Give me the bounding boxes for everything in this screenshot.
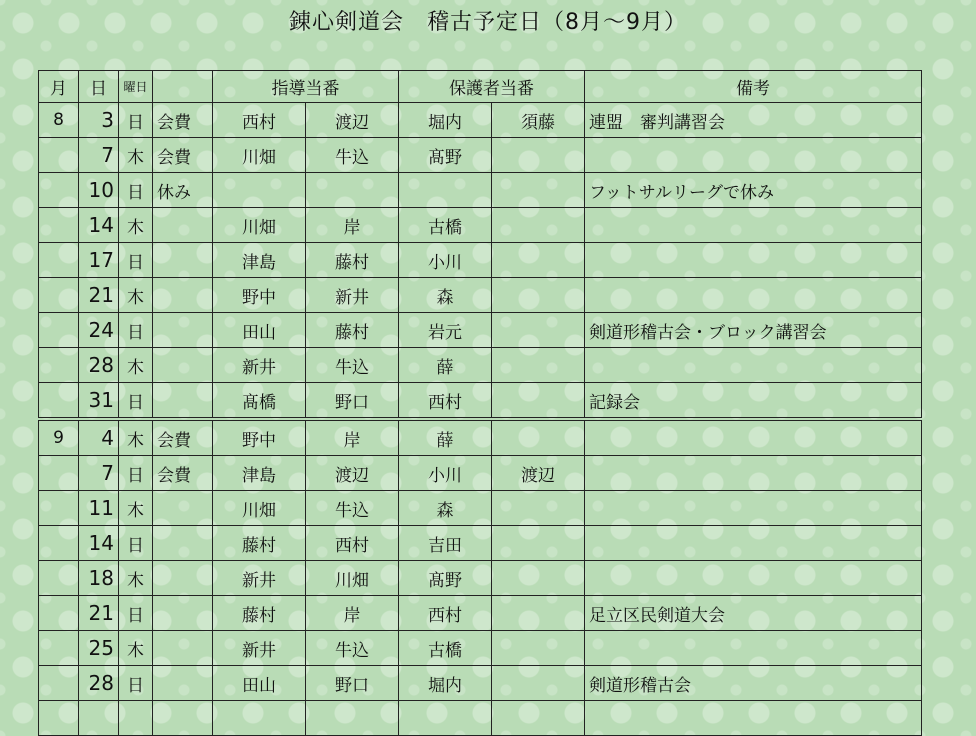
table-row xyxy=(39,208,922,243)
cell-instructor-2: 野口 xyxy=(306,666,399,701)
cell-day: 7 xyxy=(79,456,119,491)
table-row xyxy=(39,348,922,383)
cell-day: 24 xyxy=(79,313,119,348)
cell-instructor-1: 川畑 xyxy=(213,208,306,243)
cell-day: 10 xyxy=(79,173,119,208)
cell-instructor-1: 津島 xyxy=(213,456,306,491)
cell-weekday: 木 xyxy=(119,348,153,383)
cell-note xyxy=(585,526,922,561)
cell-guardian-2 xyxy=(492,313,585,348)
cell-month xyxy=(39,456,79,491)
cell-note: フットサルリーグで休み xyxy=(585,173,922,208)
cell-weekday: 日 xyxy=(119,173,153,208)
cell-guardian-1: 森 xyxy=(399,491,492,526)
cell-guardian-2 xyxy=(492,526,585,561)
cell-note: 剣道形稽古会・ブロック講習会 xyxy=(585,313,922,348)
cell-day: 11 xyxy=(79,491,119,526)
cell-note xyxy=(585,491,922,526)
cell-guardian-2 xyxy=(492,561,585,596)
cell-instructor-2: 新井 xyxy=(306,278,399,313)
header-fee xyxy=(153,71,213,103)
cell-weekday: 木 xyxy=(119,419,153,456)
cell-fee xyxy=(153,208,213,243)
cell-weekday: 木 xyxy=(119,138,153,173)
cell-day: 4 xyxy=(79,419,119,456)
cell-weekday: 日 xyxy=(119,596,153,631)
cell-instructor-1: 野中 xyxy=(213,419,306,456)
cell-instructor-1: 川畑 xyxy=(213,138,306,173)
table-row xyxy=(39,596,922,631)
cell-weekday: 日 xyxy=(119,456,153,491)
cell-day: 28 xyxy=(79,348,119,383)
table-header xyxy=(39,71,922,103)
cell-weekday: 日 xyxy=(119,103,153,138)
cell-fee xyxy=(153,526,213,561)
cell-month xyxy=(39,208,79,243)
cell-month xyxy=(39,348,79,383)
cell-instructor-1: 新井 xyxy=(213,631,306,666)
table-row xyxy=(39,419,922,456)
cell-instructor-2: 藤村 xyxy=(306,243,399,278)
cell-month xyxy=(39,278,79,313)
cell-day: 3 xyxy=(79,103,119,138)
cell-day: 21 xyxy=(79,596,119,631)
cell-month xyxy=(39,138,79,173)
cell-instructor-1: 藤村 xyxy=(213,526,306,561)
cell-note xyxy=(585,631,922,666)
cell-instructor-2: 野口 xyxy=(306,383,399,420)
cell-month xyxy=(39,313,79,348)
cell-note xyxy=(585,419,922,456)
cell-note: 連盟 審判講習会 xyxy=(585,103,922,138)
cell-note: 足立区民剣道大会 xyxy=(585,596,922,631)
cell-month xyxy=(39,596,79,631)
cell-fee xyxy=(153,631,213,666)
table-row xyxy=(39,278,922,313)
cell-instructor-1: 藤村 xyxy=(213,596,306,631)
cell-month xyxy=(39,243,79,278)
cell-instructor-2: 岸 xyxy=(306,208,399,243)
cell-guardian-1 xyxy=(399,701,492,736)
cell-weekday xyxy=(119,701,153,736)
cell-instructor-2: 渡辺 xyxy=(306,456,399,491)
cell-instructor-1: 新井 xyxy=(213,561,306,596)
cell-fee: 休み xyxy=(153,173,213,208)
cell-day xyxy=(79,701,119,736)
cell-instructor-2: 藤村 xyxy=(306,313,399,348)
cell-weekday: 日 xyxy=(119,526,153,561)
table-row xyxy=(39,138,922,173)
cell-fee xyxy=(153,701,213,736)
header-instructor-duty: 指導当番 xyxy=(213,71,399,103)
cell-guardian-1: 西村 xyxy=(399,596,492,631)
table-body xyxy=(39,103,922,736)
cell-fee: 会費 xyxy=(153,419,213,456)
cell-guardian-2 xyxy=(492,173,585,208)
cell-note xyxy=(585,348,922,383)
cell-weekday: 日 xyxy=(119,666,153,701)
cell-guardian-1: 髙野 xyxy=(399,138,492,173)
cell-instructor-1 xyxy=(213,173,306,208)
cell-instructor-2 xyxy=(306,701,399,736)
cell-fee xyxy=(153,278,213,313)
cell-guardian-1: 古橋 xyxy=(399,208,492,243)
cell-day: 14 xyxy=(79,526,119,561)
cell-note: 剣道形稽古会 xyxy=(585,666,922,701)
table-row xyxy=(39,561,922,596)
cell-month xyxy=(39,383,79,420)
header-month: 月 xyxy=(39,71,79,103)
cell-fee: 会費 xyxy=(153,138,213,173)
cell-month xyxy=(39,701,79,736)
cell-instructor-1: 西村 xyxy=(213,103,306,138)
cell-guardian-2: 渡辺 xyxy=(492,456,585,491)
cell-month xyxy=(39,491,79,526)
table-row xyxy=(39,383,922,420)
cell-instructor-1: 津島 xyxy=(213,243,306,278)
cell-month xyxy=(39,631,79,666)
cell-weekday: 木 xyxy=(119,561,153,596)
cell-instructor-1: 新井 xyxy=(213,348,306,383)
cell-month: 8 xyxy=(39,103,79,138)
cell-guardian-1: 小川 xyxy=(399,456,492,491)
cell-guardian-2 xyxy=(492,631,585,666)
cell-guardian-2 xyxy=(492,243,585,278)
cell-month xyxy=(39,666,79,701)
cell-note xyxy=(585,243,922,278)
cell-weekday: 木 xyxy=(119,631,153,666)
cell-guardian-2 xyxy=(492,419,585,456)
cell-fee xyxy=(153,348,213,383)
cell-note xyxy=(585,701,922,736)
cell-guardian-2 xyxy=(492,596,585,631)
cell-instructor-2: 西村 xyxy=(306,526,399,561)
table-row xyxy=(39,456,922,491)
cell-day: 18 xyxy=(79,561,119,596)
cell-note xyxy=(585,208,922,243)
cell-month xyxy=(39,173,79,208)
cell-guardian-2 xyxy=(492,348,585,383)
cell-guardian-1: 髙野 xyxy=(399,561,492,596)
cell-instructor-2: 牛込 xyxy=(306,348,399,383)
cell-instructor-1: 田山 xyxy=(213,313,306,348)
cell-instructor-2: 岸 xyxy=(306,419,399,456)
cell-guardian-1: 岩元 xyxy=(399,313,492,348)
cell-guardian-1: 堀内 xyxy=(399,666,492,701)
cell-guardian-1: 吉田 xyxy=(399,526,492,561)
header-notes: 備考 xyxy=(585,71,922,103)
cell-instructor-2: 牛込 xyxy=(306,138,399,173)
table-row xyxy=(39,173,922,208)
cell-guardian-1: 薛 xyxy=(399,348,492,383)
cell-weekday: 日 xyxy=(119,243,153,278)
cell-day: 31 xyxy=(79,383,119,420)
cell-fee xyxy=(153,383,213,420)
cell-weekday: 木 xyxy=(119,491,153,526)
page-title: 錬心剣道会 稽古予定日（8月～9月） xyxy=(289,10,687,35)
cell-guardian-2 xyxy=(492,208,585,243)
cell-day: 28 xyxy=(79,666,119,701)
cell-guardian-2 xyxy=(492,383,585,420)
cell-month xyxy=(39,561,79,596)
table-row xyxy=(39,666,922,701)
cell-instructor-2 xyxy=(306,173,399,208)
cell-note xyxy=(585,138,922,173)
cell-fee xyxy=(153,491,213,526)
cell-guardian-1: 森 xyxy=(399,278,492,313)
cell-fee xyxy=(153,561,213,596)
cell-day: 17 xyxy=(79,243,119,278)
cell-weekday: 木 xyxy=(119,208,153,243)
header-weekday: 曜日 xyxy=(119,71,153,103)
cell-fee: 会費 xyxy=(153,456,213,491)
cell-month: 9 xyxy=(39,419,79,456)
cell-instructor-2: 川畑 xyxy=(306,561,399,596)
cell-instructor-1: 川畑 xyxy=(213,491,306,526)
cell-instructor-2: 牛込 xyxy=(306,631,399,666)
cell-guardian-2 xyxy=(492,278,585,313)
cell-guardian-1: 堀内 xyxy=(399,103,492,138)
cell-month xyxy=(39,526,79,561)
cell-day: 14 xyxy=(79,208,119,243)
cell-fee xyxy=(153,313,213,348)
cell-instructor-2: 渡辺 xyxy=(306,103,399,138)
cell-instructor-1: 野中 xyxy=(213,278,306,313)
cell-day: 7 xyxy=(79,138,119,173)
cell-note xyxy=(585,561,922,596)
cell-note: 記録会 xyxy=(585,383,922,420)
cell-guardian-2: 須藤 xyxy=(492,103,585,138)
cell-instructor-1: 髙橋 xyxy=(213,383,306,420)
cell-guardian-2 xyxy=(492,666,585,701)
cell-guardian-1: 小川 xyxy=(399,243,492,278)
cell-day: 25 xyxy=(79,631,119,666)
cell-weekday: 木 xyxy=(119,278,153,313)
cell-fee: 会費 xyxy=(153,103,213,138)
cell-guardian-2 xyxy=(492,701,585,736)
header-day: 日 xyxy=(79,71,119,103)
cell-weekday: 日 xyxy=(119,383,153,420)
cell-note xyxy=(585,278,922,313)
cell-guardian-1 xyxy=(399,173,492,208)
table-row xyxy=(39,243,922,278)
cell-note xyxy=(585,456,922,491)
schedule-table xyxy=(38,70,922,736)
cell-fee xyxy=(153,596,213,631)
header-guardian-duty: 保護者当番 xyxy=(399,71,585,103)
table-row xyxy=(39,701,922,736)
table-row xyxy=(39,103,922,138)
table-row xyxy=(39,526,922,561)
cell-instructor-1: 田山 xyxy=(213,666,306,701)
cell-instructor-2: 牛込 xyxy=(306,491,399,526)
cell-guardian-2 xyxy=(492,138,585,173)
cell-weekday: 日 xyxy=(119,313,153,348)
cell-guardian-1: 古橋 xyxy=(399,631,492,666)
table-row xyxy=(39,491,922,526)
cell-instructor-2: 岸 xyxy=(306,596,399,631)
table-row xyxy=(39,631,922,666)
cell-instructor-1 xyxy=(213,701,306,736)
cell-guardian-1: 薛 xyxy=(399,419,492,456)
cell-fee xyxy=(153,243,213,278)
cell-guardian-2 xyxy=(492,491,585,526)
cell-guardian-1: 西村 xyxy=(399,383,492,420)
table-row xyxy=(39,313,922,348)
cell-day: 21 xyxy=(79,278,119,313)
cell-fee xyxy=(153,666,213,701)
